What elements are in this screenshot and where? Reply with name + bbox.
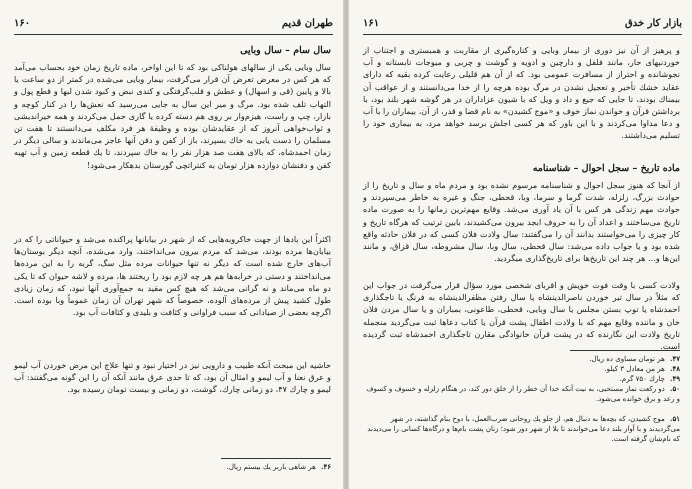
- left-paragraph-2: اكثراً اين بادها از جهت خاكروبه‌هايی كه از شهر در بيابانها پراكنده می‌شد و حيواناتی را كه در بيابان‌ها مرده بودند، می‌شد كه مردم بيرون می‌انداختند، وارد می‌شده، آنچه ديگر بوستان‌ها آب‌های خارج شده است كه ديگر نه تنها حيوانات مرده مثل سگ، گربه را به اين مرده‌ها می‌انداختند و دستی در خرابه‌ها هم هر چه لازم بود را ريختند ها، مرده و لاشه حيوان كه تا يكی دو ماه می‌ماند و نه گرانی می‌شد كه هيچ كس مقيد به جمع‌آوری آنها نبود، كه زمان زيادی طول كشيد پيش از مرده‌های آلوده، خصوصاً كه شهر تهران آن زمان عموماً وبا بوده است. اگرچه بعضی از صيادانی كه سبب فراوانی و كثافت و بليدی و كثافات آب بود.: [14, 234, 331, 318]
- right-body: [363, 44, 680, 352]
- left-paragraph-3: حاشيه اين مبحث آنكه طبيب و دارويی نيز در اختيار نبود و تنها علاج اين مرض خوردن آب ليمو و عرق نعنا و آب ليمو و امثال آن بود، كه تا حدی عرق مانند آنكه آن را اين گونه می‌گفتند: آب ليمو و چارك ۴٧، دو زمانی چارك، گوشت، دو زمانی و بيست تومان رسيده بود.: [14, 360, 331, 395]
- right-footnote-49: ۴٩. چارك ٧۵٠ گرم.: [619, 374, 680, 383]
- left-footnote-46: ۴۶. هر شاهی باربر يك بيستم ريال.: [226, 462, 331, 471]
- right-section-heading: ماده تاريخ – سجل احوال – شناسنامه: [532, 163, 680, 174]
- left-paragraph-1: سال وبايی يكی از سالهای هولناكی بود كه تا اين اواخر، ماده تاريخ زمان خود بحساب می‌آمد كه هر كس در معرض تعرض آن قرار می‌گرفت، بيمار وبايی می‌شده در كمتر از دو ساعت يا بالا و پايين (قی و اسهال) و عطش و قلب‌گرفتگی و كندی نبض و كبود شدن لبها و قطع پول و التهاب تلف شده بود. مرگ و مير اين سال به جايی می‌رسيد كه نعش‌ها را در كنار كوچه و بازار، چپ و راست، هيزم‌وار بر روی هم دسته كرده يا گاری حمل می‌كردند و همه خيراندیشی و ثواب‌خواهی آنروز كه از عقايدشان بوده و وظيفهٔ هر فرد مكلف می‌دانستند تا هفت تن مسلمان را دست يابی به خاك بسپرند، باز از كفن و دفن آنها عاجز می‌ماندند و سالی ديگر در زمان احمدشاه، كه بالای هفت صد هزار نفر را به خاك سپردند، تا يك قطعه زمين و آب تهيه كفن و دفنشان دوازده هزار تومان به كنتراتچی گورستان بدهكار می‌شود!: [14, 62, 331, 170]
- right-footnote-rule: [570, 350, 680, 351]
- left-footnotes: [14, 458, 331, 472]
- right-page: [349, 0, 692, 489]
- right-footnote-51: ۵١. موج كشيدن، كه بچه‌ها به دنبال هم، از جلو يك روحانی ضرب‌العمل، با دوخ بنام گذاشته، در شهر می‌گرديدند و با آواز بلند دعا می‌خواندند تا بلا از شهر دور شود؛ زنان پشت بام‌ها و درگاه‌ها كسانی را می‌ديدند كه نام‌شان گرفته است.: [367, 414, 680, 443]
- right-footnote-47: ۴٧. هر تومان مساوی ده ريال.: [589, 354, 680, 363]
- right-running-title: بازار كار خدق: [624, 18, 682, 29]
- left-running-title: طهران قديم: [281, 18, 333, 29]
- right-paragraph-1: و پرهيز از آن نيز دوری از بيمار وبايی و كناره‌گيری از مقاربت و همبستری و اجتناب از خوردنيهای حار، مانند فلفل و دارچين و ادويه و گوشت و چربی و ميوجات تابستانه و آب نجوشانده و احتراز از مسافرت عمومی بود. كه از آن هم قليلی رعايت كرده بقيه كه دارای عقايد خشك تأخير و تعجيل نشدن در مرگ بوده هرچه را از خدا می‌دانستند و از عواقب آن بيمناك بودند، تا جايی كه جيغ و داد و ويل كه با شيون عزاداران در هر گوشه شهر بلند بود، با برداشتن قرآن و خواندن نماز خوف و «موج كشيدن» به نام قضا و قدر، از آن، بيماران را با آب و دعا مداوا می‌كردند و با اين باور كه هر كسی اجلش برسد خواهد مرد، به بيماری خود را تسليم می‌داشتند.: [363, 45, 680, 141]
- left-body: [14, 44, 331, 431]
- left-page-number: ١۶٠: [14, 18, 31, 29]
- left-footnote-rule: [221, 458, 331, 459]
- right-running-head: [363, 16, 682, 35]
- left-section-heading: سال سام – سال وبايی: [240, 45, 331, 56]
- right-footnotes: [363, 350, 680, 454]
- left-running-head: [14, 16, 333, 35]
- right-footnote-50: ۵٠. دو ركعت نماز مستحبی، به نيت آنكه خدا آن خطر را از خلق دور كند، در هنگام زلزله و خسوف و كسوف و رعد و برق خوانده می‌شود.: [366, 384, 680, 403]
- left-page: [0, 0, 343, 489]
- right-paragraph-3: ولادت كسی با وقت فوت خويش و اقربای شخصی مورد سؤال قرار می‌گرفت در جواب اين كه مثلاً در سال تير خوردن ناصرالدينشاه يا سال رفتن مظفرالدينشاه به فرنگ يا تاجگذاری احمدشاه يا توپ بستن مجلس يا سال وبايی، قحطی، طاعونی، بمباران و يا سال مردن فلان خان و ماننده وقايع مهم كه با ولادت اطفال پشت قرآن يا كتاب دعاها ثبت می‌گرديد منجمله تاريخ ولادت اين نگارنده كه در پشت قرآن خانوادگی مقارن تاجگذاری احمدشاه ثبت گرديده است.: [363, 280, 680, 352]
- right-page-number: ١۶١: [363, 18, 380, 29]
- right-paragraph-2: از آنجا كه هنوز سجل احوال و شناسنامه مرسوم نشده بود و مردم ماه و سال و تاريخ را از حوادث بزرگ، زلزله، شدت گرما و سرما، وبا، قحطی، جنگ و غيره به خاطر می‌سپردند و حوادث مهم زندگی هر كس با آن ياد آوری می‌شد. وقايع مهم‌ترين زمانها را به صورت ماده تاريخ می‌ساختند و اعداد آن را به حروف ابجد بيرون می‌كشيدند، بابين ترتيب كه هرگاه تاريخ و كار چيزی را می‌خواستند بدانند آن را می‌گفتند: سال ولادت فلان كسی كه در فلان حادثه واقع شده بود و يا جواب داده می‌شد: سال قحطی، سال وبا، سال مشروطه، سال قزاق، و مانند اين‌ها و... هر چند اين تاريخ‌ها برای تاريخ‌گذاری ميگرديد.: [363, 180, 680, 264]
- right-footnote-48: ۴٨. هر من معادل ٣ كيلو.: [604, 364, 680, 373]
